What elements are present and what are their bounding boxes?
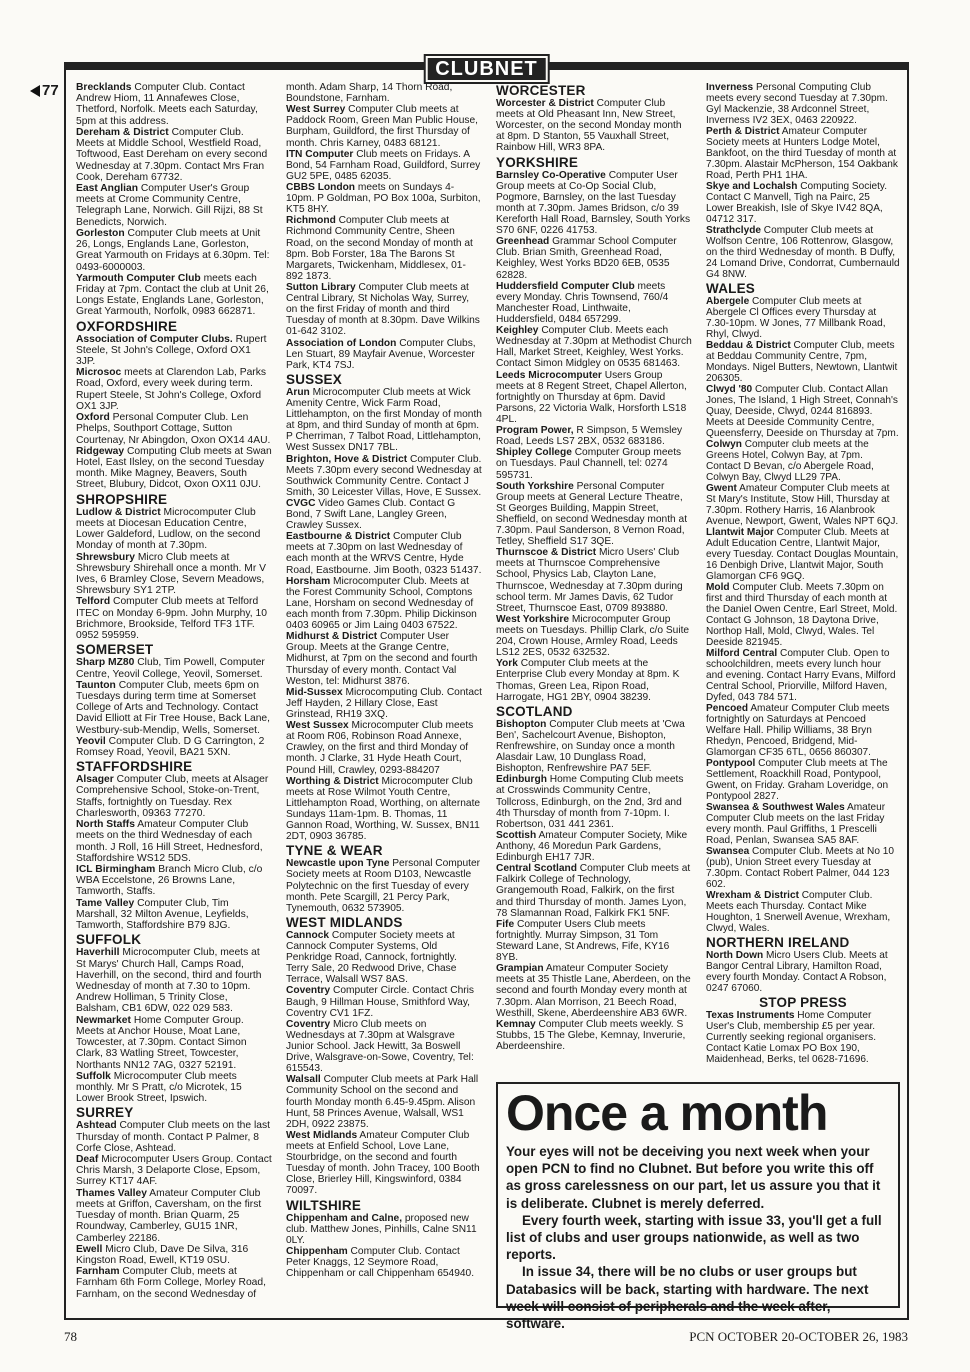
club-details: Computer Club. Meets each Wednesday at 7.30pm at Methodist Church Hall, Market Street, Keighley, West Yorks. Contact Simon Midgley on 0535 681463. [496,325,692,370]
club-name: York [496,658,518,670]
club-name: Skye and Lochalsh [706,181,798,192]
region-heading: SHROPSHIRE [76,491,168,507]
club-name: Gwent [706,483,737,494]
club-name: Thames Valley [76,1187,147,1199]
club-details: Amateur Computer Club meets fortnightly on Saturdays at Pencoed Welfare Hall. Philip Williams, 38 Bryn Rhedyn, Pencoed, Bridgend, Mid-Glamorgan CF35 6TL, 0656 860307. [706,703,890,758]
club-entry [496,98,692,154]
club-entry [76,1244,272,1266]
club-entry [496,658,692,702]
club-name: North Down [706,950,764,961]
club-name: ICL Birmingham [76,864,156,875]
club-entry [76,596,272,641]
club-details: Users Group meets at 8 Regent Street, Chapel Allerton, fortnightly on Thursday at 6pm. David Parsons, 22 Victoria Walk, Horsforth LS18 4PL. [496,369,687,425]
club-name: Edinburgh [496,774,547,786]
club-details: R Simpson, 5 Wemsley Road, Leeds LS7 2BX, 0532 683186. [496,425,683,448]
club-entry [286,1213,482,1246]
club-details: Micro Club, Dave De Silva, 316 Kingston Road, Ewell, KT19 0SU. [76,1243,249,1266]
club-name: Fife [496,918,515,930]
region-heading: WORCESTER [496,83,586,98]
club-details: Rupert Steele, St John's College, Oxford OX1 3JP. [76,333,267,368]
club-entry [76,412,272,446]
club-details: Computer Club meets at 'Cwa Ben', Sachelcourt Avenue, Bishopton, Renfrewshire, on Sunday once a month Alasdair Law, 10 Dunglass Road, Bishopton, Renfrewshire PA7 5EF. [496,718,685,775]
club-name: Suffolk [76,1070,111,1082]
club-entry [76,127,272,183]
club-details: Microcomputer Club. Meets at the Forest Community School, Comptons Lane, Horsham on second Wednesday of each month from 7.30pm. Philip Dickinson 0403 60965 or Jim Laing 0403 67522. [286,575,477,632]
club-details: Computer Club, Tim Marshall, 32 Milton Avenue, Leyfields, Tamworth, Staffordshire B79 8JG. [76,897,249,932]
club-name: West Midlands [286,1129,358,1141]
club-details: Computer Club. Meets at Middle School, Westfield Road, Toftwood, East Dereham on every second Wednesday at 7.30pm. Contact Mrs Fran Cook, Dereham 67732. [76,126,268,183]
club-details: Amateur Computer Club meets on the last Friday every month. Paul Griffiths, 1 Prescelli Road, Penlan, Swansea SA5 8AF. [706,802,886,846]
club-details: Computing Club meets at Swan Hotel, East Ilsley, on the second Tuesday month. Mike Magney, Beavers, South Street, Blubury, Didcot, Oxon OX11 0JU. [76,445,272,491]
club-entry [706,950,900,994]
club-entry [76,1188,272,1244]
club-details: Computer Club meets at Old Pheasant Inn, New Street, Worcester, on the second Monday month at 8pm. D Stanton, 55 Vauxhall Street, Rainbow Hill, WR3 8PA. [496,98,682,154]
notice-paragraph-2: Every fourth week, starting with issue 33, you'll get a full list of clubs and user groups nationwide, as well as two reports. [506,1212,882,1263]
club-name: Beddau & District [706,340,791,351]
club-entry [706,296,900,340]
club-details: Computer Club meets at The Settlement, Roackhill Road, Pontypool, Gwent, on Friday. Graham Loveridge, on Pontypool 2827. [706,758,889,802]
club-name: Mid-Sussex [286,686,343,698]
club-name: Central Scotland [496,863,577,875]
club-details: Computer Society meets at Cannock Computer Systems, Old Penkridge Road, Cannock, fortnightly. Terry Sale, 20 Redwood Drive, Chase Terrace, Walsall WS7 8AS. [286,929,457,986]
club-entry [286,631,482,687]
club-entry [76,334,272,368]
club-name: Greenhead [496,236,550,248]
column-4 [706,82,900,1065]
club-name: Midhurst & District [286,631,378,643]
region-heading: TYNE & WEAR [286,843,383,859]
club-details: Computer Club meets weekly. S Stubbs, 15 The Glebe, Kemnay, Inverurie, Aberdeenshire. [496,1018,686,1052]
club-name: Shrewsbury [76,551,135,563]
region-heading: OXFORDSHIRE [76,318,178,334]
club-details: Personal Computer Club. Len Phelps, Southport Cottage, Sutton Courtenay, Nr Abingdon, Oxon OX14 4AU. [76,412,271,446]
club-details: Computer Club. Meets 7.30pm on first and third Thursday of each month at the Daniel Owen Centre, Earl Street, Mold. Contact G Johnson, 18 Daytona Drive, Northop Hall, Mold, Clwyd, Wales. Tel Deeside 821945. [706,582,898,648]
left-arrow-icon [30,85,40,97]
club-name: Colwyn [706,439,742,450]
club-entry [76,446,272,491]
club-name: Richmond [286,215,336,227]
club-details: Micro Club meets on Wednesdays at 7.30pm at Walsgrave Junior School. Jack Hewitt, 3a Boswell Drive, Walsgrave-on-Sowe, Coventry, Tel: 615543. [286,1018,474,1075]
club-details: Amateur Computer Society, Mike Anthony, 46 Moredun Park Gardens, Edinburgh EH17 7JR. [496,829,688,864]
club-details: Microcomputer Group meets on Tuesdays. Phillip Clark, c/o Suite 204, Crown House, Armley Road, Leeds LS12 2ES, 0532 632532. [496,613,690,659]
club-details: Computer Club. Contact Allan Jones, The Island, 1 High Street, Connah's Quay, Deeside, Clwyd, 0244 816893. Meets at Deeside Community Centre, Queensferry, Deeside on Thursday at 7pm. [706,384,899,439]
club-name: Llantwit Major [706,527,774,538]
club-name: Swansea & Southwest Wales [706,802,845,813]
page-number: 78 [64,1329,77,1344]
club-entry [286,687,482,720]
club-entry [286,985,482,1018]
club-details: Amateur Computer Club meets at Griffon, Caversham, on the first Tuesday of month. Brian Quarm, 25 Roundway, Camberley, GU15 1NR, Camberley 22186. [76,1187,262,1244]
club-entry [76,1071,272,1105]
club-name: Cannock [286,929,330,941]
club-entry [286,531,482,575]
club-entry [286,576,482,632]
club-name: East Anglian [76,182,138,194]
club-details: proposed new club. Matthew Jones, Pinhills, Calne SN11 0LY. [286,1212,477,1246]
club-details: Computer Club meets at Park Hall Community School on the second and fourth Monday month 6.45-9.45pm. Alison Hunt, 58 Princes Avenue, Walsall, WS1 2DH, 0922 23875. [286,1074,479,1130]
column-3 [496,82,692,1052]
club-entry [286,282,482,338]
club-name: Association of Computer Clubs. [76,333,233,345]
club-details: Computer Club meets at Unit 26, Longs, Englands Lane, Gorleston, Great Yarmouth on Fridays at 6.30pm. Tel: 0493-6000003. [76,227,270,273]
club-entry [286,338,482,371]
club-name: Huddersfield Computer Club [496,280,635,292]
club-details: Video Games Club. Contact G Bond, 7 Swift Lane, Langley Green, Crawley Sussex. [286,497,456,532]
club-entry [76,657,272,679]
club-entry [706,802,900,846]
club-name: Pontypool [706,758,756,769]
club-entry [706,758,900,802]
club-name: Pencoed [706,703,749,714]
club-entry [706,384,900,439]
club-entry [706,1010,900,1065]
club-name: Alsager [76,774,114,786]
club-details: Computer Club meets at Wolfson Centre, 106 Rottenrow, Glasgow, on the third Wednesday of month. B Duffy, 24 Lomand Drive, Condorrat, Cumbernauld G4 8NW. [706,225,900,280]
region-heading: SCOTLAND [496,703,573,719]
club-details: Club, Tim Powell, Computer Centre, Yeovil College, Yeovil, Somerset. [76,657,265,680]
club-details: Microcomputer Club meets at Wick Amenity Centre, Wick Farm Road, Littlehampton, on the first Monday of month at 8pm, and third Sunday of month at 6pm. P Cherriman, 7 Talbot Road, Littlehampton, West Sussex DN17 7BL. [286,386,482,454]
club-details: Computer User Group. Meets at the Grange Centre, Midhurst, at 7pm on the second and fourth Thursday of every month. Contact Val Weston, tel: Midhurst 3876. [286,631,478,687]
club-name: Taunton [76,679,116,691]
club-name: Keighley [496,325,539,337]
club-name: Sutton Library [286,281,356,293]
club-details: Microcomputer Club meets monthly. Mr S Pratt, c/o Microtek, 15 Lower Brook Street, Ipswich. [76,1070,242,1105]
club-entry [286,720,482,776]
club-entry [496,281,692,325]
club-name: Ludlow & District [76,506,161,518]
club-details: Computer Club meets at Central Library, St Nicholas Way, Surrey, on the first Friday of month and third Tuesday of month at 8.30pm. Dave Wilkins 01-642 3102. [286,281,480,338]
club-entry [706,648,900,703]
club-entry [496,170,692,237]
club-entry [706,582,900,648]
club-details: Computer Club. Contact Peter Knaggs, 12 Seymore Road, Chippenham or call Chippenham 654940. [286,1245,475,1280]
club-name: West Sussex [286,720,349,732]
club-entry [496,830,692,863]
club-entry [76,82,272,127]
clubnet-banner [64,56,909,78]
club-entry [286,1074,482,1130]
club-name: Eastbourne & District [286,531,391,543]
club-details: Microcomputer Users Group. Contact Chris Marsh, 3 Delaporte Close, Epsom, Surrey KT17 4AF. [76,1154,272,1188]
club-entry [76,1015,272,1071]
club-entry [706,225,900,280]
club-entry [76,898,272,932]
club-details: Computer Club. Meets at Adult Education Centre, Llantwit Major, every Tuesday. Contact Douglas Mountain, 16 Denbigh Drive, Llantwit Major, South Glamorgan CF6 9GQ. [706,527,899,582]
club-details: Computer Club. Open to schoolchildren, meets every lunch hour and evening. Contact Harry Evans, Milford Central School, Priorville, Milford Haven, Dyfed, 043 784 571. [706,648,896,703]
club-entry [76,273,272,318]
club-name: Milford Central [706,648,778,659]
club-entry [76,507,272,552]
club-details: Computer Club meets at Abergele Cl Offices every Thursday at 7.30-10pm. W Jones, 77 Millbank Road, Rhyl, Clwyd. [706,296,886,340]
club-details: Amateur Computer Club meets at Enfield School, Love Lane, Stourbridge, on the second and fourth Tuesday of month. John Tracey, 100 Booth Close, Brierley Hill, Kingswinford, 0384 70097. [286,1129,480,1197]
club-details: Computer Club, meets at Farnham 6th Form College, Morley Road, Farnham, on the second Wednesday of [76,1266,266,1300]
column-2 [286,82,482,1279]
club-details: meets every Monday. Chris Townsend, 760/4 Manchester Road, Linthwaite, Huddersfield, 0484 657299. [496,280,669,325]
club-entry [706,846,900,890]
club-entry [286,454,482,498]
club-name: Inverness [706,82,754,93]
club-name: Ewell [76,1243,103,1255]
club-details: Computer Club meets on the last Thursday of month. Contact P Palmer, 8 Corfe Close, Ashtead. [76,1120,271,1154]
club-details: Computer Circle. Contact Chris Baugh, 9 Hillman House, Smithford Way, Coventry CV1 1FZ. [286,985,474,1019]
club-name: Horsham [286,575,331,587]
club-name: Yarmouth Computer Club [76,272,201,284]
club-name: Telford [76,596,111,608]
club-entry [286,776,482,843]
club-details: Amateur Computer Club meets at St Mary's Institute, Stow Hill, Thursday at 7.30pm. Rothery Harris, 16 Alanbrook Avenue, Newport, Gwent, Wales NPT 6QJ. [706,483,899,527]
club-name: CBBS London [286,181,356,193]
club-details: Computer Club meets at 7.30pm on last Wednesday of each month at the WRVS Centre, Hyde Road, Eastbourne. Jim Booth, 0323 51437. [286,531,482,576]
club-name: Ashtead [76,1120,117,1132]
club-entry [286,149,482,182]
club-details: Micro Club meets at Shrewsbury Shirehall once a month. Mr V Ives, 6 Bramley Close, Severn Meadows, Shrewsbury SY1 2TP. [76,551,267,597]
club-details: Personal Computer Group meets at General Lecture Theatre, St Georges Building, Mappin Street, Sheffield, on second Wednesday month at 7.30pm. Paul Sanderson, 8 Vernon Road, Tetley, Sheffield S17 3QE. [496,480,688,548]
club-entry [286,104,482,148]
club-details: Home Computer User's Club, membership £5 per year. Currently seeking regional organisers. Contact Katie Lomax PO Box 190, Maidenhead, Berks, tel 0628-71696. [706,1010,876,1065]
club-details: Computer club meets at the Greens Hotel, Colwyn Bay, at 7pm. Contact D Bevan, c/o Abergele Road, Colwyn Bay, Clwyd LL29 7PA. [706,439,874,483]
club-entry [286,387,482,454]
club-entry [496,863,692,919]
club-entry [76,774,272,819]
region-heading: SURREY [76,1105,134,1121]
club-entry [76,736,272,758]
club-details: Grammar School Computer Club. Brian Smith, Greenhead Road, Keighley, West Yorks BD20 6EB, 0535 62828. [496,236,677,281]
club-name: Worcester & District [496,98,594,109]
club-entry [706,890,900,934]
continued-page-number: 77 [42,82,59,99]
notice-paragraph-3: In issue 34, there will be no clubs or user groups but Databasics will be back, starting with hardware. The next week will consist of peripherals and the week after, software. [506,1264,869,1332]
column-1 [76,82,272,1300]
club-details: Computing Society. Contact C Manvell, Tigh na Pairc, 25 Lower Breakish, Isle of Skye IV42 8QA, 04712 317. [706,181,888,225]
club-details: Home Computer Group. Meets at Anchor House, Moat Lane, Towcester, at 7.30pm. Contact Simon Clark, 83 Watling Street, Towcester, Northants NN12 7AG, 0327 52191. [76,1014,247,1071]
club-entry [496,963,692,1019]
club-name: Grampian [496,963,544,975]
club-entry [706,703,900,758]
club-details: Computer Users Club meets fortnightly. Murray Simpson, 31 Tom Steward Lane, St Andrews, Fife, KY16 8YB. [496,918,670,964]
club-name: Haverhill [76,947,120,959]
club-details: meets on Sundays 4-10pm. P Goldman, PO Box 100a, Surbiton, KT5 8HY. [286,181,481,216]
club-name: Mold [706,582,730,593]
club-entry [496,325,692,369]
club-entry [706,527,900,582]
club-name: Perth & District [706,126,780,137]
club-name: Shipley College [496,447,572,459]
club-name: Association of London [286,337,397,349]
club-details: Computer Club. Meets 7.30pm every second Wednesday at Southwick Community Centre. Contact J Smith, 30 Leicester Villas, Hove, E Sussex. [286,453,482,498]
club-entry [76,183,272,228]
club-details: Computer Club, meets at Beddau Community Centre, 7pm, Mondays. Nigel Butters, Newtown, Llantwit 206305. [706,340,898,384]
club-name: Kemnay [496,1018,536,1030]
club-entry [286,182,482,215]
club-entry [286,1019,482,1075]
club-name: Thurnscoe & District [496,547,597,559]
club-details: Microcomputer Club meets at Room R06, Robinson Road Annexe, Crawley, on the first and third Monday of month. J Clarke, 31 Hyde Heath Court, Pound Hill, Crawley, 0293-884207 [286,720,474,776]
club-name: Farnham [76,1266,120,1278]
club-entry [76,819,272,864]
club-name: Chippenham and Calne, [286,1212,403,1224]
club-entry [286,858,482,914]
club-name: Newmarket [76,1014,131,1026]
club-name: Coventry [286,1018,331,1030]
club-entry [286,215,482,282]
club-details: Home Computing Club meets at Crosswinds Community Centre, Tollcross, Edinburgh, on the 2nd, 3rd and 4th Thursday of month from 7-10pm. I. Robertson, 031 441 2361. [496,774,684,830]
club-entry [76,1120,272,1154]
club-details: meets each Friday at 7pm. Contact the club at Unit 26, Longs Estate, Englands Lane, Gorleston, Great Yarmouth, Norfolk, 0983 662871. [76,272,269,318]
club-name: Chippenham [286,1245,348,1257]
club-details: Computer Club. Meets each Thursday. Contact Mike Houghton, 1 Snerwell Avenue, Wrexham, Clwyd, Wales. [706,890,891,934]
club-details: Computer Club, meets at Alsager Comprehensive School, Stoke-on-Trent, Staffs, fortnightly on Tuesday. Rex Charlesworth, 09363 77270. [76,774,269,819]
club-name: Leeds Microcomputer [496,369,602,381]
club-details: Computer Club meets at the Enterprise Club every Monday at 8pm. K Thomas, Green Lea, Ripon Road, Harrogate, HG1 2BY, 0904 38239. [496,658,680,703]
club-details: Computer Clubs, Len Stuart, 89 Mayfair Avenue, Worcester Park, KT4 7SJ. [286,337,476,371]
club-name: Coventry [286,985,331,997]
club-entry [496,425,692,447]
club-details: month. Adam Sharp, 14 Thorn Road, Boundstone, Farnham. [286,82,453,105]
club-details: Amateur Computer Society meets at 35 Thistle Lane, Aberdeen, on the second and fourth Monday every month at 7.30pm. Alan Morrison, 21 Beech Road, Westhill, Skene, Aberdeenshire AB3 6WR. [496,963,691,1019]
club-entry [286,1130,482,1197]
club-entry [496,236,692,280]
club-entry [76,367,272,412]
club-details: Microcomputer Club meets at Diocesan Education Centre, Lower Galdeford, Ludlow, on the second Monday of month at 7.30pm. [76,506,261,552]
club-details: Microcomputer Club, meets at St Marys' Church Hall, Camps Road, Haverhill, on the second, third and fourth Wednesday of month at 7.30 to 10pm. Andrew Holliman, 5 Trinity Close, Balsham, CB1 6DW, 022 029 583. [76,947,262,1015]
club-details: Personal Computer Society meets at Room D103, Newcastle Polytechnic on the first Tuesday of every month. Pete Scargill, 21 Percy Park, Tynemouth, 0632 573905. [286,858,481,914]
club-name: Brecklands [76,82,132,93]
club-name: Microsoc [76,367,122,379]
club-details: Amateur Computer Society meets at Hunters Lodge Motel, Bankfoot, on the third Tuesday of month at 7.30pm. Alastair McPherson, 154 Oakbank Road, Perth PH1 1HA. [706,126,898,181]
club-name: Texas Instruments [706,1010,795,1021]
continued-from-marker [30,82,59,99]
once-a-month-notice [496,1082,900,1332]
club-name: Gorleston [76,227,125,239]
club-name: Strathclyde [706,225,761,236]
club-details: Computer Club. D G Carrington, 2 Romsey Road, Yeovil, BA21 5XN. [76,735,265,759]
club-entry [496,774,692,830]
region-heading: WALES [706,281,756,296]
club-name: ITN Computer [286,148,354,160]
club-details: Computer Club. Contact Andrew Hiom, 11 Annafewes Close, Thetford, Norfolk. Meets each Saturday, 5pm at this address. [76,82,258,127]
club-details: Personal Computing Club meets every second Tuesday at 7.30pm. Gyl Mackenzie, 38 Ardconnel Street, Inverness IV2 3EX, 0463 220922. [706,82,888,126]
club-details: Micro Users' Club meets at Thurnscoe Comprehensive School, Physics Lab, Clayton Lane, Thurnscoe, Wednesday at 7.30pm during school term. Mr James Davis, 62 Tudor Street, Thurnscoe East, 0709 893880. [496,547,683,614]
club-entry [706,82,900,126]
region-heading: WEST MIDLANDS [286,914,403,930]
club-details: Computer User's Group meets at Crome Community Centre, Telegraph Lane, Norwich. Gill Rijzi, 88 St Benedicts, Norwich. [76,182,263,228]
region-heading: WILTSHIRE [286,1197,362,1213]
club-entry [706,126,900,181]
club-details: Computer Club meets at Paddock Room, Green Man Public House, Burpham, Guildford, the first Thursday of month. Chris Karney, 0483 68121. [286,104,478,149]
club-entry [706,439,900,483]
club-entry [76,947,272,1014]
club-name: Clwyd '80 [706,384,753,395]
club-details: Computer Club. Meets at No 10 (pub), Union Street every Tuesday at 7.30pm. Contact Robert Palmer, 044 123 602. [706,846,894,890]
club-name: Swansea [706,846,750,857]
stop-press-heading: STOP PRESS [759,995,847,1010]
club-entry [286,1246,482,1279]
club-name: Scottish [496,829,537,841]
club-name: CVGC [286,497,316,509]
club-name: Wrexham & District [706,890,799,901]
club-entry [76,552,272,597]
section-title: CLUBNET [425,56,548,82]
region-heading: NORTHERN IRELAND [706,935,850,950]
club-entry [76,1154,272,1188]
club-entry [496,1019,692,1052]
notice-heading: Once a month [506,1085,828,1141]
club-entry [496,719,692,775]
notice-paragraph-1: Your eyes will not be deceiving you next week when your open PCN to find no Clubnet. But before you write this off as gross carelessness on our part, let us assure you that it is deliberate. Clubnet is merely deferred. [506,1144,881,1211]
club-details: Micro Users Club. Meets at Bangor Central Library, Hamilton Road, every fourth Monday. Contact A Robson, 0247 67060. [706,950,888,994]
region-heading: STAFFORDSHIRE [76,759,193,775]
club-name: West Surrey [286,104,346,116]
club-details: Computer Club meets at Falkirk College of Technology, Grangemouth Road, Falkirk, on the first and third Thursday of month. James Lyon, 78 Slamannan Road, Falkirk FK1 5NF. [496,863,691,919]
club-name: Oxford [76,412,110,424]
club-name: West Yorkshire [496,613,570,625]
club-name: Worthing & District [286,775,379,787]
club-details: Computer Club meets at Telford ITEC on Monday 6-9pm. John Murphy, 10 Brichmore, Brookside, Telford TF3 1TF. 0952 595959. [76,596,267,642]
club-entry [286,498,482,531]
region-heading: SUSSEX [286,371,342,387]
club-entry [706,483,900,527]
club-details: Branch Micro Club, c/o WBA Eccelstone, 26 Browns Lane, Tamworth, Staffs. [76,864,263,898]
club-name: Program Power, [496,425,574,437]
club-name: Walsall [286,1074,321,1086]
club-entry [76,1266,272,1300]
club-entry [496,481,692,548]
club-name: Deaf [76,1154,99,1166]
club-name: North Staffs [76,819,135,831]
club-name: Tame Valley [76,897,135,909]
club-entry [496,447,692,480]
region-heading: YORKSHIRE [496,154,579,170]
club-name: Abergele [706,296,750,307]
club-name: Barnsley Co-Operative [496,169,606,181]
club-entry [76,680,272,736]
club-entry [496,370,692,426]
club-name: Arun [286,386,310,398]
publication-line: PCN OCTOBER 20-OCTOBER 26, 1983 [689,1329,908,1344]
club-entry [706,340,900,384]
club-entry [286,930,482,986]
club-details: Club meets on Fridays. A Bond, 54 Farnham Road, Guildford, Surrey GU2 5PE, 0485 62035. [286,148,481,182]
club-details: Amateur Computer Club meets on the third Wednesday of each month. J Roll, 16 Hill Street, Hednesford, Staffordshire WS12 5DS. [76,819,263,864]
club-name: Newcastle upon Tyne [286,858,390,870]
club-entry [496,919,692,963]
club-details: Computer Club, meets 6pm on Tuesdays during term time at Somerset College of Arts and Technology. Contact David Elliott at Fir Tree House, Back Lane, Westbury-sub-Mendip, Wells, Somerset. [76,679,271,736]
club-name: South Yorkshire [496,480,574,492]
club-name: Yeovil [76,735,106,747]
club-details: Microcomputing Club. Contact Jeff Hayden, 2 Hillary Close, East Grinstead, RH19 3XQ. [286,686,482,721]
club-entry [76,864,272,898]
club-details: Computer User Group meets at Co-Op Social Club, Pogmore, Barnsley, on the last Tuesday month at 7.30pm. James Bridson, c/o 39 Kereforth Hall Road, Barnsley, South Yorks S70 6NF, 0226 41753. [496,169,691,237]
club-entry [286,82,482,104]
club-entry [496,547,692,614]
club-details: Computer Club meets at Richmond Community Centre, Sheen Road, on the second Monday of month at 8pm. Bob Forster, 18a The Barons St Margarets, Twickenham, Middlesex, 01-892 1873. [286,215,473,282]
club-name: Sharp MZ80 [76,657,135,669]
region-heading: SOMERSET [76,642,154,658]
region-heading: SUFFOLK [76,932,142,948]
club-entry [76,228,272,273]
club-details: meets at Clarendon Lab, Parks Road, Oxford, every week during term. Rupert Steele, St John's College, Oxford OX1 3JP. [76,367,267,412]
club-name: Bishopton [496,718,547,730]
club-entry [496,614,692,658]
club-name: Brighton, Hove & District [286,453,408,465]
club-name: Dereham & District [76,126,169,138]
club-name: Ridgeway [76,445,125,457]
club-details: Microcomputer Club meets at Rose Wilmot Youth Centre, Littlehampton Road, Worthing, on alternate Sundays 11am-1pm. B. Thomas, 11 Gannon Road, Worthing, W. Sussex, BN11 2DT, 0903 36785. [286,775,481,843]
club-details: Computer Group meets on Tuesdays. Paul Channell, tel: 0274 595731. [496,447,682,481]
club-entry [706,181,900,225]
